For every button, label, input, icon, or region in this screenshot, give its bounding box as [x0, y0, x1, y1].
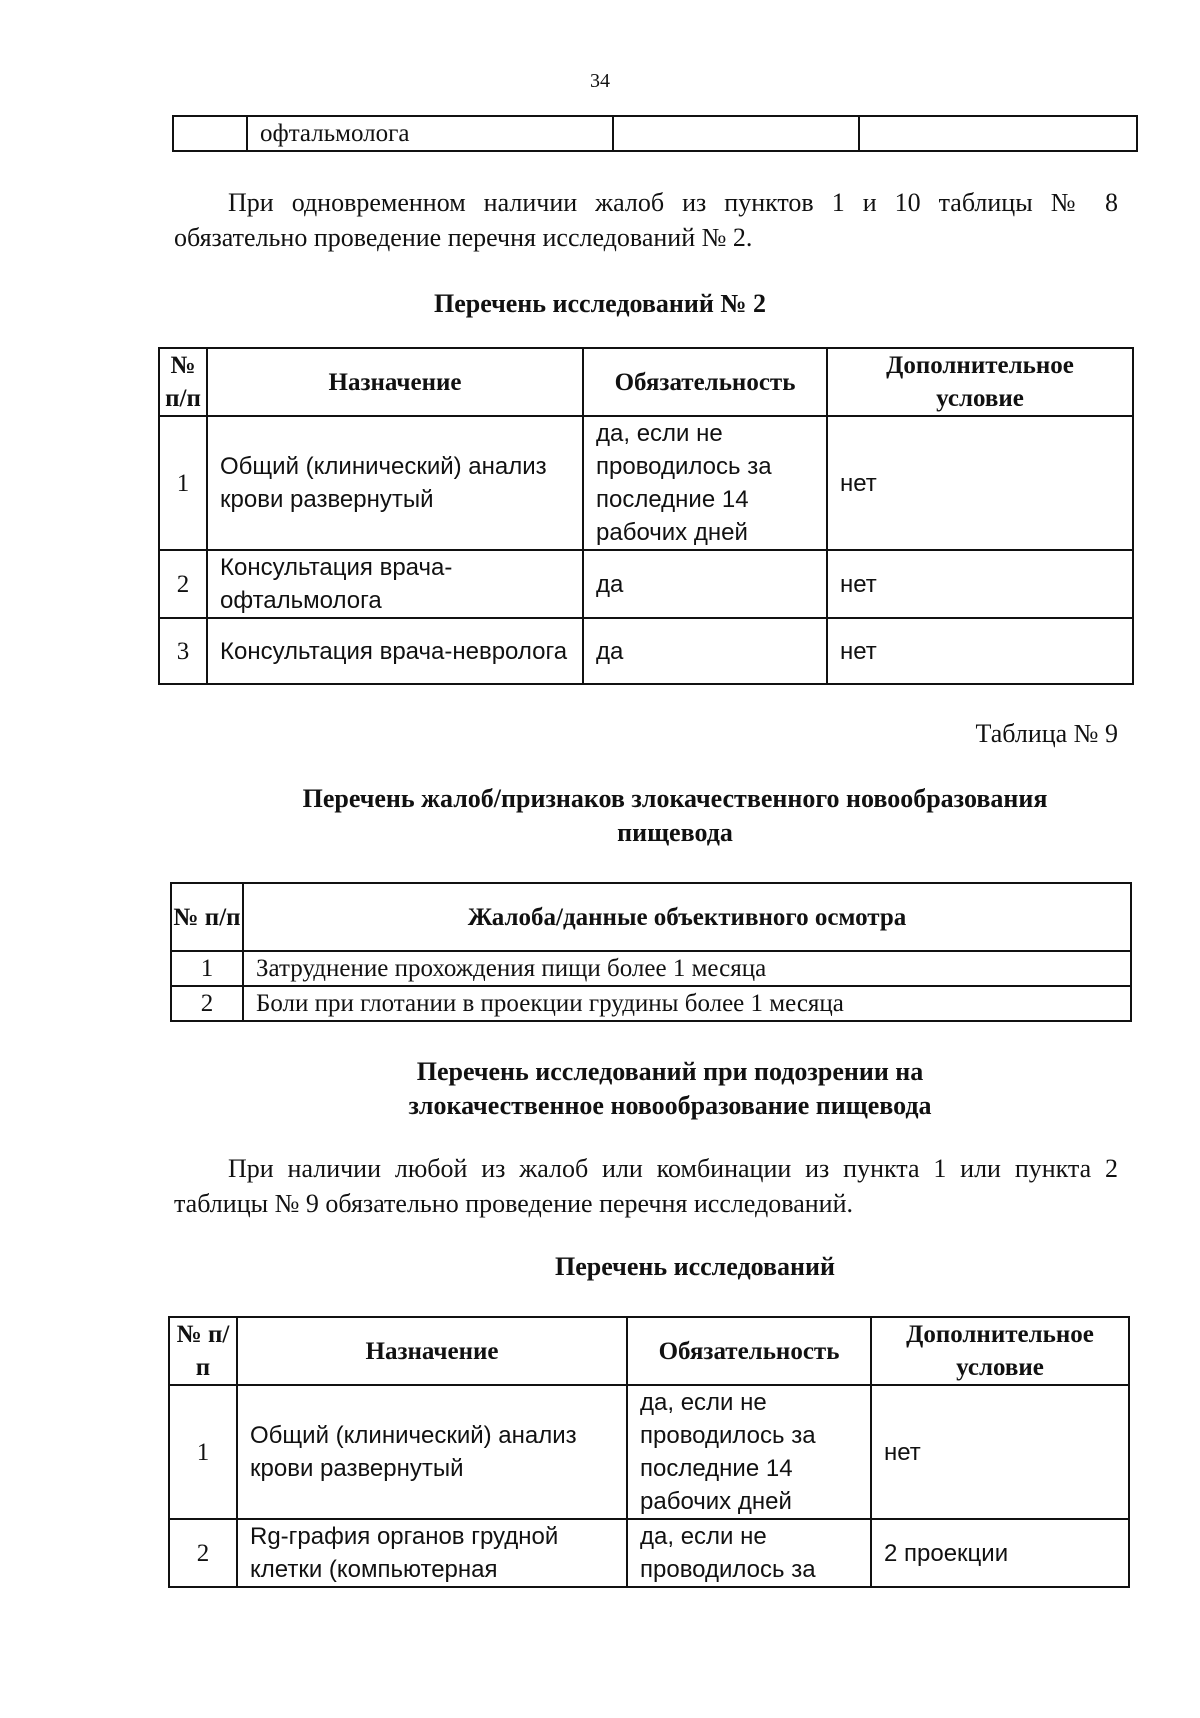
row-num: 2 — [159, 550, 207, 618]
table-header-row — [171, 883, 1131, 951]
row-mandatory: да — [583, 550, 827, 618]
header-num: № п/п — [171, 883, 243, 951]
table-cell — [173, 116, 247, 151]
row-purpose: Rg-графия органов грудной клетки (компьютерная — [237, 1519, 627, 1587]
header-purpose: Назначение — [237, 1317, 627, 1385]
row-num: 2 — [169, 1519, 237, 1587]
table-row — [169, 1385, 1129, 1519]
row-complaint: Затруднение прохождения пищи более 1 месяца — [243, 951, 1131, 986]
row-extra: нет — [827, 618, 1133, 684]
row-num: 1 — [159, 416, 207, 550]
table-row — [159, 550, 1133, 618]
table-row — [171, 951, 1131, 986]
header-complaint: Жалоба/данные объективного осмотра — [243, 883, 1131, 951]
row-complaint: Боли при глотании в проекции грудины более 1 месяца — [243, 986, 1131, 1021]
paragraph-line: При одновременном наличии жалоб из пунктов 1 и 10 таблицы № 8 — [228, 188, 1118, 217]
row-mandatory: да — [583, 618, 827, 684]
table-cell — [613, 116, 859, 151]
paragraph-line: обязательно проведение перечня исследований № 2. — [174, 223, 753, 252]
row-purpose: Общий (клинический) анализ крови развернутый — [207, 416, 583, 550]
table-row — [159, 416, 1133, 550]
investigations-table-3 — [168, 1316, 1130, 1588]
row-mandatory: да, если не проводилось за последние 14 рабочих дней — [627, 1385, 871, 1519]
section-title: Перечень исследований — [555, 1252, 835, 1281]
header-extra: Дополнительное условие — [871, 1317, 1129, 1385]
paragraph-line: таблицы № 9 обязательно проведение перечня исследований. — [174, 1189, 853, 1218]
header-num: № п/п — [169, 1317, 237, 1385]
investigations-table-2 — [158, 347, 1134, 685]
table-label: Таблица № 9 — [975, 719, 1118, 748]
table-row — [169, 1519, 1129, 1587]
row-num: 1 — [171, 951, 243, 986]
header-mandatory: Обязательность — [627, 1317, 871, 1385]
row-mandatory: да, если не проводилось за — [627, 1519, 871, 1587]
page-number: 34 — [590, 70, 610, 92]
table-row — [171, 986, 1131, 1021]
table-header-row — [169, 1317, 1129, 1385]
table-row — [159, 618, 1133, 684]
section-title: Перечень исследований № 2 — [433, 289, 766, 318]
paragraph-line: При наличии любой из жалоб или комбинации из пункта 1 или пункта 2 — [228, 1154, 1118, 1183]
row-num: 3 — [159, 618, 207, 684]
header-mandatory: Обязательность — [583, 348, 827, 416]
table-header-row — [159, 348, 1133, 416]
row-extra: нет — [871, 1385, 1129, 1519]
row-purpose: Консультация врача-офтальмолога — [207, 550, 583, 618]
table-cell — [859, 116, 1137, 151]
header-num: № п/п — [159, 348, 207, 416]
row-purpose: Консультация врача-невролога — [207, 618, 583, 684]
header-extra: Дополнительное условие — [827, 348, 1133, 416]
section-title: Перечень исследований при подозрении на злокачественное новообразование пищевода — [408, 1057, 932, 1120]
row-purpose: Общий (клинический) анализ крови развернутый — [237, 1385, 627, 1519]
row-num: 1 — [169, 1385, 237, 1519]
row-num: 2 — [171, 986, 243, 1021]
table-cell: офтальмолога — [247, 116, 613, 151]
table-row — [173, 116, 1137, 151]
section-title: Перечень жалоб/признаков злокачественного новообразования пищевода — [302, 784, 1048, 847]
row-extra: нет — [827, 550, 1133, 618]
complaints-table-9 — [170, 882, 1132, 1022]
top-continuation-table — [172, 115, 1138, 152]
header-purpose: Назначение — [207, 348, 583, 416]
row-extra: 2 проекции — [871, 1519, 1129, 1587]
row-mandatory: да, если не проводилось за последние 14 рабочих дней — [583, 416, 827, 550]
row-extra: нет — [827, 416, 1133, 550]
